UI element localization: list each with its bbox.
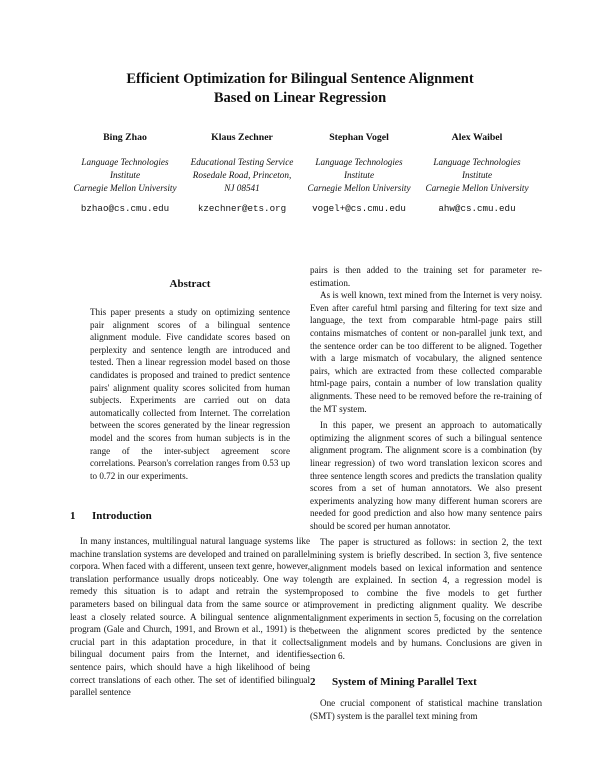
title-line-2: Based on Linear Regression <box>213 90 387 106</box>
author-affiliation-line: Institute <box>343 170 375 180</box>
author-affiliation-line: Language Technologies <box>315 157 403 167</box>
author-email: vogel+@cs.cmu.edu <box>312 203 406 214</box>
paper-title <box>60 70 540 108</box>
author-affiliation-line: Carnegie Mellon University <box>73 183 177 193</box>
author-name: Stephan Vogel <box>329 132 389 143</box>
left-column <box>70 278 310 738</box>
right-column <box>310 264 542 739</box>
author-affiliation-line: Educational Testing Service <box>190 157 294 167</box>
section-number: 1 <box>70 510 76 522</box>
author-affiliation-line: Carnegie Mellon University <box>425 183 529 193</box>
author-name: Bing Zhao <box>103 132 147 143</box>
body-paragraph: The paper is structured as follows: in section 2, the text mining system is briefly described. In section 3, five sentence alignment models based on lexical information and sentence length are explained. In section 4, a regression model is proposed to combine the five models to get further improvement in predicting alignment quality. We describe alignment experiments in section 5, focusing on the correlation between the alignment scores predicted by the sentence alignment models and by humans. Conclusions are given in section 6. <box>310 537 542 661</box>
abstract-heading: Abstract <box>169 278 211 290</box>
abstract-text: This paper presents a study on optimizing sentence pair alignment scores of a bilingual sentence alignment module. Five candidate scores based on perplexity and sentence length are introduced and tested. Then a linear regression model based on those candidates is proposed and trained to predict sentence pairs' alignment quality scores solicited from human subjects. Experiments are carried out on data automatically collected from Internet. The correlation between the scores generated by the linear regression model and the scores from human subjects is in the range of the inter-subject agreement score correlations. Pearson's correlation ranges from 0.53 up to 0.72 in our experiments. <box>90 307 290 481</box>
author-block <box>416 131 538 215</box>
author-affiliation-line: Carnegie Mellon University <box>307 183 411 193</box>
author-affiliation-line: Language Technologies <box>433 157 521 167</box>
author-affiliation-line: Institute <box>109 170 141 180</box>
author-name: Alex Waibel <box>451 132 503 143</box>
author-name: Klaus Zechner <box>211 132 273 143</box>
section-1-heading <box>70 510 152 523</box>
author-affiliation-line: NJ 08541 <box>224 183 260 193</box>
body-paragraph: In this paper, we present an approach to automatically optimizing the alignment scores of such a bilingual sentence alignment program. The alignment score is a combination (by linear regression) of two word translation lexicon scores and three sentence length scores and predicts the translation quality scores from a set of human annotators. We also present experiments analyzing how many different human scorers are needed for good prediction and also how many sentence pairs should be scored per human annotator. <box>310 420 542 531</box>
section-title: System of Mining Parallel Text <box>332 676 477 689</box>
author-affiliation-line: Rosedale Road, Princeton, <box>192 170 292 180</box>
author-email: ahw@cs.cmu.edu <box>438 203 516 214</box>
author-affiliation-line: Institute <box>461 170 493 180</box>
author-block <box>183 131 301 215</box>
section-title: Introduction <box>92 510 152 522</box>
body-paragraph: As is well known, text mined from the Internet is very noisy. Even after careful html parsing and filtering for text size and language, the text from comparable html-page pairs still contains mismatches of content or non-parallel junk text, and the sentence order can be too different to be aligned. Together with a large mismatch of vocabulary, the aligned sentence pairs, which are extracted from these collected comparable html-page pairs, contain a number of low translation quality alignments. These need to be removed before the re-training of the MT system. <box>310 290 542 414</box>
section-2-heading <box>310 676 542 689</box>
author-email: kzechner@ets.org <box>197 203 287 214</box>
intro-paragraph: In many instances, multilingual natural language systems like machine translation systems are developed and trained on parallel corpora. When faced with a different, unseen text genre, however, translation performance usually drops noticeably. One way to remedy this situation is to adapt and retrain the system parameters based on bilingual data from the same source or at least a closely related source. A bilingual sentence alignment program (Gale and Church, 1991, and Brown et al., 1991) is the crucial part in this adaptation procedure, in that it collects bilingual document pairs from the Internet, and identifies sentence pairs, which should have a high likelihood of being correct translations of each other. The set of identified bilingual parallel sentence <box>70 536 310 698</box>
author-affiliation-line: Language Technologies <box>81 157 169 167</box>
author-block <box>64 131 186 215</box>
author-block <box>298 131 420 215</box>
body-paragraph: pairs is then added to the training set for parameter re-estimation. <box>310 265 542 288</box>
body-paragraph: One crucial component of statistical machine translation (SMT) system is the parallel text mining from <box>310 698 542 721</box>
author-email: bzhao@cs.cmu.edu <box>80 203 170 214</box>
title-line-1: Efficient Optimization for Bilingual Sentence Alignment <box>126 71 474 87</box>
section-number: 2 <box>310 676 316 689</box>
